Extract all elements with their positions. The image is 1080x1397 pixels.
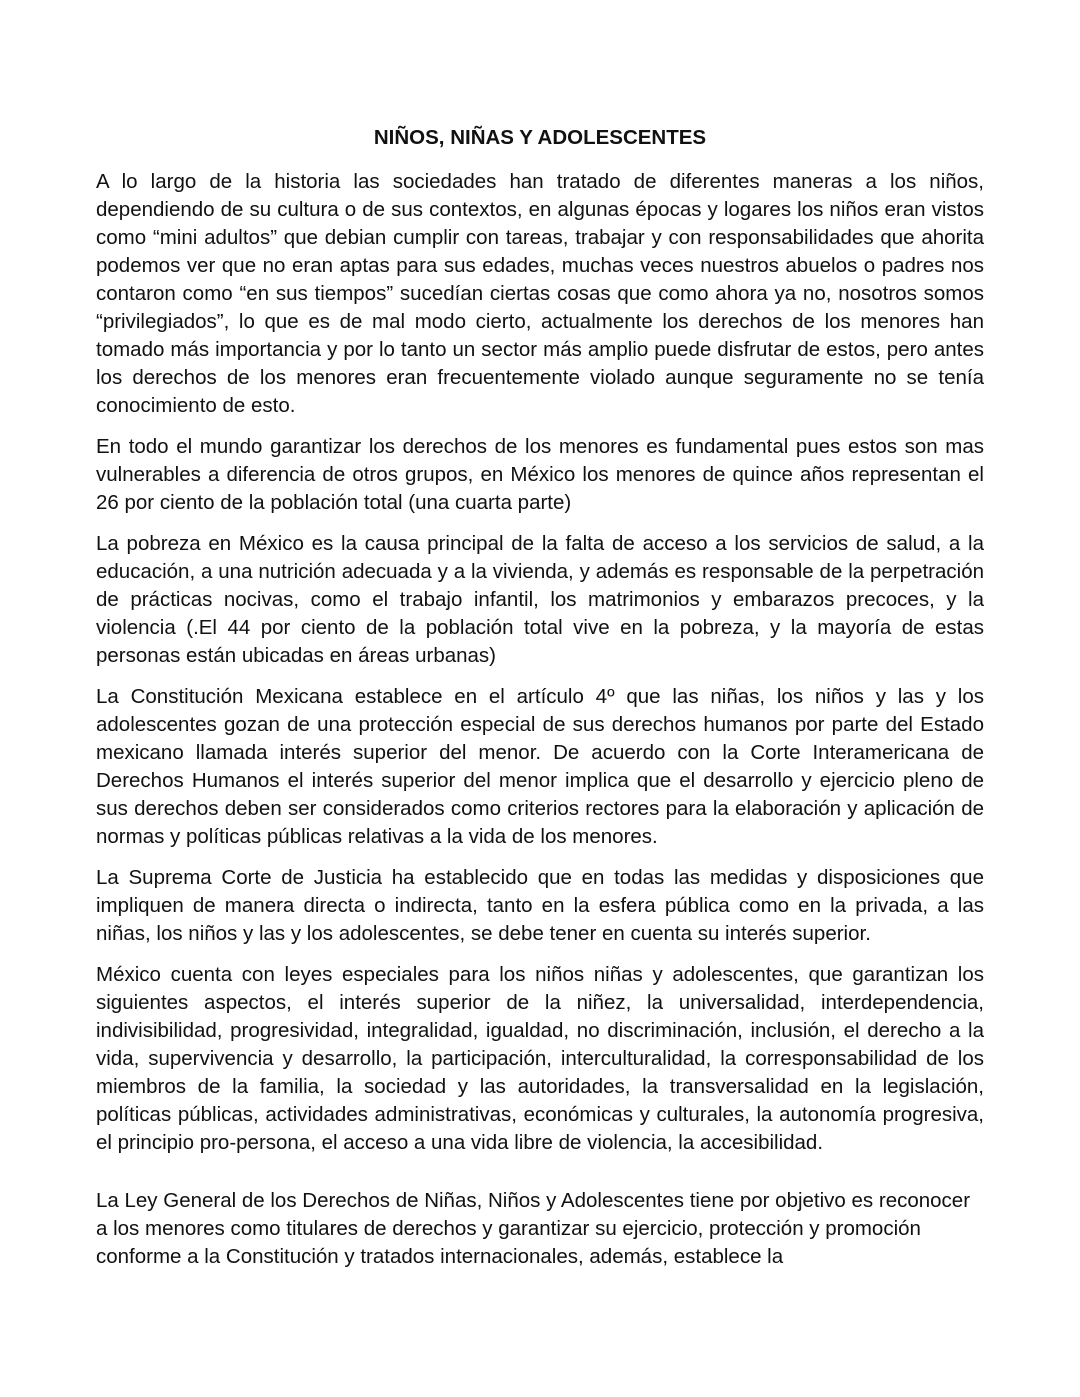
paragraph-general-law: La Ley General de los Derechos de Niñas, Niños y Adolescentes tiene por objetivo es reconocer a los menores como titulares de derechos y garantizar su ejercicio, protección y promoción conforme a la Constitución y tratados internacionales, además, establece la xyxy=(96,1189,971,1268)
paragraph-special-laws: México cuenta con leyes especiales para los niños niñas y adolescentes, que garantizan los siguientes aspectos, el interés superior de la niñez, la universalidad, interdependencia, indivisibilidad, progresividad, integralidad, igualdad, no discriminación, inclusión, el derecho a la vida, supervivencia y desarrollo, la participación, interculturalidad, la corresponsabilidad de los miembros de la familia, la sociedad y las autoridades, la transversalidad en la legislación, políticas públicas, actividades administrativas, económicas y culturales, la autonomía progresiva, el principio pro-persona, el acceso a una vida libre de violencia, la accesibilidad. xyxy=(96,963,984,1154)
paragraph-world: En todo el mundo garantizar los derechos de los menores es fundamental pues estos son mas vulnerables a diferencia de otros grupos, en México los menores de quince años representan el 26 por ciento de la población total (una cuarta parte) xyxy=(96,435,984,514)
paragraph-constitution: La Constitución Mexicana establece en el artículo 4º que las niñas, los niños y las y los adolescentes gozan de una protección especial de sus derechos humanos por parte del Estado mexicano llamada interés superior del menor. De acuerdo con la Corte Interamericana de Derechos Humanos el interés superior del menor implica que el desarrollo y ejercicio pleno de sus derechos deben ser considerados como criterios rectores para la elaboración y aplicación de normas y políticas públicas relativas a la vida de los menores. xyxy=(96,685,984,848)
document-page xyxy=(96,124,984,1284)
paragraph-supreme-court: La Suprema Corte de Justicia ha establecido que en todas las medidas y disposiciones que impliquen de manera directa o indirecta, tanto en la esfera pública como en la privada, a las niñas, los niños y las y los adolescentes, se debe tener en cuenta su interés superior. xyxy=(96,866,984,945)
document-title: NIÑOS, NIÑAS Y ADOLESCENTES xyxy=(373,126,707,149)
paragraph-history: A lo largo de la historia las sociedades han tratado de diferentes maneras a los niños, dependiendo de su cultura o de sus contextos, en algunas épocas y logares los niños eran vistos como “mini adultos” que debian cumplir con tareas, trabajar y con responsabilidades que ahorita podemos ver que no eran aptas para sus edades, muchas veces nuestros abuelos o padres nos contaron como “en sus tiempos” sucedían ciertas cosas que como ahora ya no, nosotros somos “privilegiados”, lo que es de mal modo cierto, actualmente los derechos de los menores han tomado más importancia y por lo tanto un sector más amplio puede disfrutar de estos, pero antes los derechos de los menores eran frecuentemente violado aunque seguramente no se tenía conocimiento de esto. xyxy=(96,170,984,417)
paragraph-poverty: La pobreza en México es la causa principal de la falta de acceso a los servicios de salud, a la educación, a una nutrición adecuada y a la vivienda, y además es responsable de la perpetración de prácticas nocivas, como el trabajo infantil, los matrimonios y embarazos precoces, y la violencia (.El 44 por ciento de la población total vive en la pobreza, y la mayoría de estas personas están ubicadas en áreas urbanas) xyxy=(96,532,984,667)
